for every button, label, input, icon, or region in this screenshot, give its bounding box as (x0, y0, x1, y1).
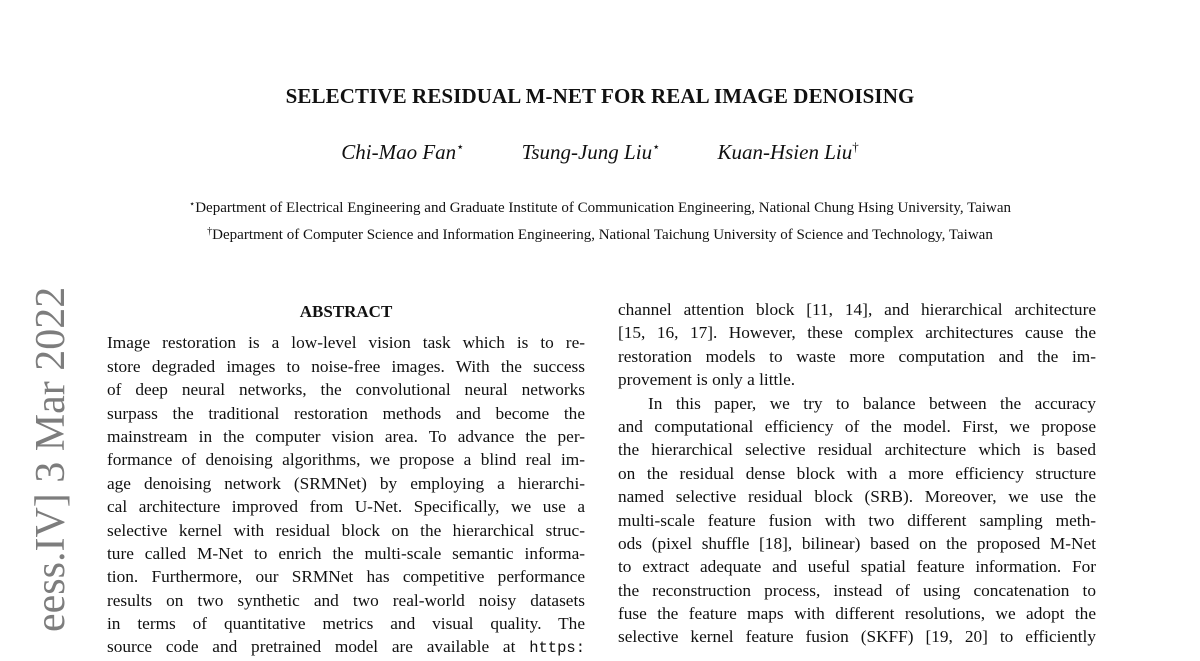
abstract-line: tion. Furthermore, our SRMNet has competitive performance (107, 567, 585, 587)
author-name: Chi-Mao Fan (341, 140, 457, 164)
author-name: Kuan-Hsien Liu (717, 140, 853, 164)
abstract-body (107, 331, 585, 658)
abstract-line: formance of denoising algorithms, we propose a blind real im- (107, 450, 585, 470)
abstract-line: mainstream in the computer vision area. To advance the per- (107, 426, 585, 446)
abstract-line: of deep neural networks, the convolutional neural networks (107, 380, 585, 400)
abstract-heading: ABSTRACT (299, 302, 393, 321)
body-line: selective kernel feature fusion (SKFF) [19, 20] to efficiently (618, 627, 1096, 647)
affiliation-mark: † (207, 226, 213, 237)
abstract-line: results on two synthetic and two real-world noisy datasets (107, 590, 585, 610)
body-line: the reconstruction process, instead of using concatenation to (618, 580, 1096, 600)
body-line: multi-scale feature fusion with two different sampling meth- (618, 510, 1096, 530)
body-line: on the residual dense block with a more efficiency structure (618, 463, 1096, 483)
body-line: the hierarchical selective residual architecture which is based (618, 440, 1096, 460)
affiliation-2 (0, 227, 1200, 244)
affiliation-1 (0, 200, 1200, 217)
abstract-line: Image restoration is a low-level vision task which is to re- (107, 333, 585, 353)
abstract-line: age denoising network (SRMNet) by employing a hierarchi- (107, 473, 585, 493)
code-link-text[interactable]: https: (529, 639, 585, 658)
body-line: channel attention block [11, 14], and hierarchical architecture (618, 300, 1096, 319)
body-line: named selective residual block (SRB). Moreover, we use the (618, 487, 1096, 507)
abstract-line: selective kernel with residual block on the hierarchical struc- (107, 520, 585, 540)
intro-paragraph-1 (618, 298, 1096, 392)
affiliation-text: Department of Electrical Engineering and Graduate Institute of Communication Engineering, National Chung Hsing University, Taiwan (195, 200, 1012, 216)
author-2 (522, 140, 661, 165)
left-column (107, 298, 585, 659)
author-mark: † (852, 139, 859, 154)
author-name: Tsung-Jung Liu (521, 140, 653, 164)
abstract-line: cal architecture improved from U-Net. Specifically, we use a (107, 497, 585, 517)
affiliation-text: Department of Computer Science and Information Engineering, National Taichung University of Science and Technology, Taiwan (212, 227, 993, 243)
abstract-partial-text: source code and pretrained model are available at (107, 637, 516, 657)
abstract-line: in terms of quantitative metrics and visual quality. The (107, 614, 585, 634)
abstract-line-partial (107, 635, 585, 658)
abstract-line: ture called M-Net to enrich the multi-scale semantic informa- (107, 543, 585, 563)
body-line: restoration models to waste more computation and the im- (618, 346, 1096, 366)
body-line: [15, 16, 17]. However, these complex architectures cause the (618, 323, 1096, 343)
affiliation-mark: ⋆ (188, 199, 196, 210)
body-line: provement is only a little. (618, 370, 796, 390)
body-line: and computational efficiency of the model. First, we propose (618, 416, 1096, 436)
paper-title: SELECTIVE RESIDUAL M-NET FOR REAL IMAGE DENOISING (285, 84, 915, 108)
author-mark: ⋆ (456, 139, 465, 154)
author-list (0, 140, 1200, 165)
arxiv-side-stamp: eess.IV] 3 Mar 2022 (28, 286, 74, 632)
body-line: to extract adequate and useful spatial feature information. For (618, 557, 1096, 577)
author-3 (717, 140, 858, 165)
abstract-line: surpass the traditional restoration methods and become the (107, 403, 585, 423)
author-1 (341, 140, 464, 165)
abstract-line: store degraded images to noise-free images. With the success (107, 356, 585, 376)
body-line: In this paper, we try to balance between the accuracy (648, 393, 1096, 413)
author-mark: ⋆ (652, 139, 661, 154)
body-line: fuse the feature maps with different resolutions, we adopt the (618, 604, 1096, 624)
right-column (618, 298, 1096, 649)
intro-paragraph-2 (618, 392, 1096, 649)
body-line: ods (pixel shuffle [18], bilinear) based on the proposed M-Net (618, 533, 1096, 553)
